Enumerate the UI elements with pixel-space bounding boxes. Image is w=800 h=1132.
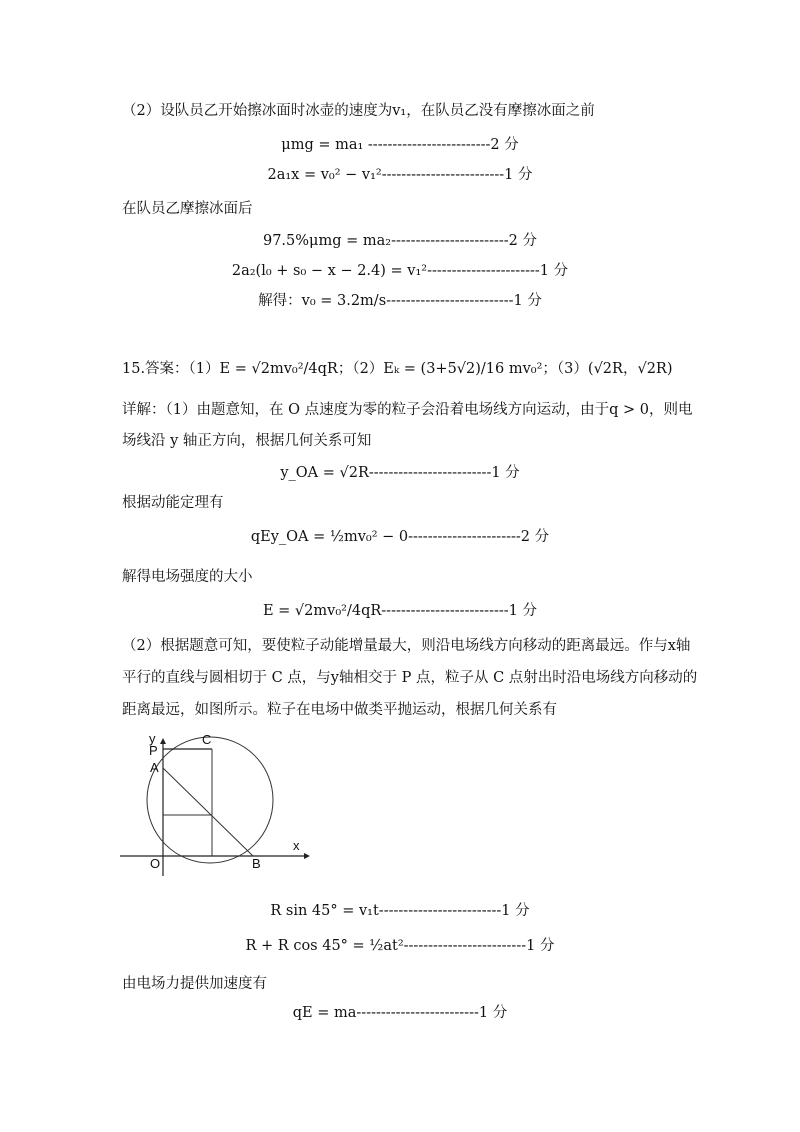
equation-sin: R sin 45° = v₁t-------------------------1 分 bbox=[270, 903, 530, 919]
y-axis-arrow bbox=[160, 738, 166, 744]
after-rub-text: 在队员乙摩擦冰面后 bbox=[122, 201, 253, 217]
equation-kinematics-1: 2a₁x = v₀² − v₁²-------------------------1 分 bbox=[267, 167, 533, 183]
equation-qe: qE = ma-------------------------1 分 bbox=[292, 1005, 508, 1021]
equation-result-v0: 解得：v₀ = 3.2m/s--------------------------1 分 bbox=[258, 293, 542, 309]
label-c: C bbox=[202, 732, 212, 747]
x-axis-arrow bbox=[304, 853, 310, 859]
equation-yoa: y_OA = √2R-------------------------1 分 bbox=[280, 465, 520, 481]
part2-line2: 平行的直线与圆相切于 C 点，与y轴相交于 P 点，粒子从 C 点射出时沿电场线方向移动的 bbox=[122, 670, 698, 686]
force-text: 由电场力提供加速度有 bbox=[122, 976, 267, 992]
kinetic-theorem-text: 根据动能定理有 bbox=[122, 495, 224, 511]
circle bbox=[147, 737, 273, 863]
equation-kinematics-2: 2a₂(l₀ + s₀ − x − 2.4) = v₁²-----------------------1 分 bbox=[231, 263, 569, 279]
label-a: A bbox=[150, 760, 159, 775]
label-b: B bbox=[252, 856, 261, 871]
solve-e-text: 解得电场强度的大小 bbox=[122, 569, 253, 585]
label-x: x bbox=[293, 838, 300, 853]
part2-line3: 距离最远，如图所示。粒子在电场中做类平抛运动，根据几何关系有 bbox=[122, 702, 557, 718]
label-o: O bbox=[150, 856, 161, 871]
equation-friction-1: μmg = ma₁ -------------------------2 分 bbox=[281, 137, 519, 153]
part2-intro: （2）设队员乙开始擦冰面时冰壶的速度为v₁，在队员乙没有摩擦冰面之前 bbox=[122, 103, 595, 119]
equation-friction-2: 97.5%μmg = ma₂------------------------2 分 bbox=[262, 233, 537, 249]
equation-e: E = √2mv₀²/4qR--------------------------1 分 bbox=[262, 603, 537, 619]
equation-cos: R + R cos 45° = ½at²-------------------------1 分 bbox=[245, 938, 555, 954]
q15-detail-line2: 场线沿 y 轴正方向，根据几何关系可知 bbox=[122, 433, 372, 449]
line-ab bbox=[163, 768, 253, 856]
q15-answer: 15.答案：（1）E = √2mv₀²/4qR；（2）Eₖ = (3+5√2)/16 mv₀²；（3）(√2R，√2R) bbox=[122, 361, 673, 377]
label-y: y bbox=[149, 731, 156, 746]
label-p: P bbox=[149, 743, 158, 758]
part2-line1: （2）根据题意可知，要使粒子动能增量最大，则沿电场线方向移动的距离最远。作与x轴 bbox=[122, 638, 691, 654]
geometry-figure bbox=[118, 730, 318, 880]
equation-energy: qEy_OA = ½mv₀² − 0-----------------------2 分 bbox=[250, 529, 550, 545]
q15-detail-line1: 详解：（1）由题意知，在 O 点速度为零的粒子会沿着电场线方向运动，由于q > 0，则电 bbox=[122, 402, 693, 418]
